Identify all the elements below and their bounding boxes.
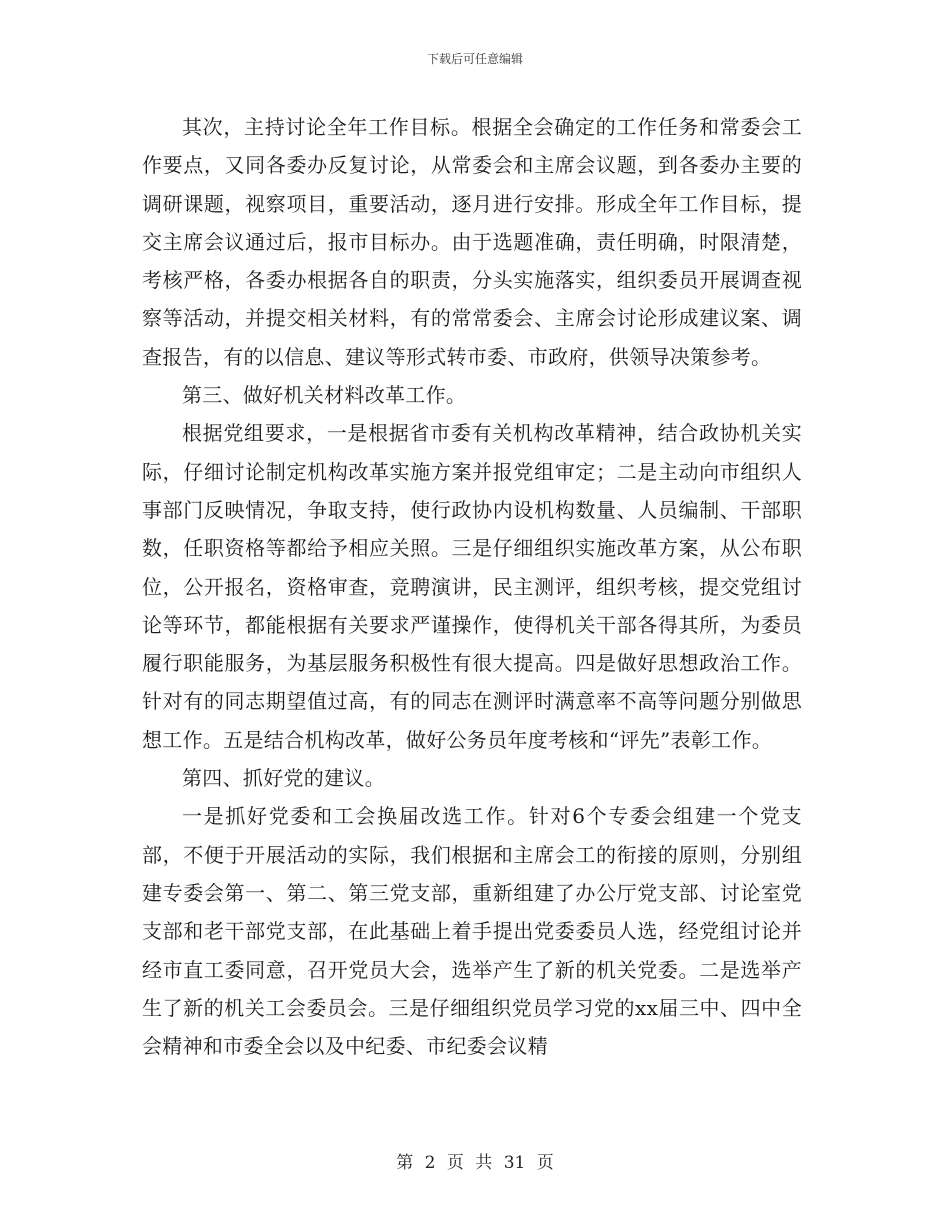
document-body [142, 108, 802, 1065]
page-header: 下载后可任意编辑 [426, 52, 523, 66]
paragraph-1: 其次，主持讨论全年工作目标。根据全会确定的工作任务和常委会工作要点，又同各委办反复讨论，从常委会和主席会议题，到各委办主要的调研课题，视察项目，重要活动，逐月进行安排。形成全年工作目标，提交主席会议通过后，报市目标办。由于选题准确，责任明确，时限清楚，考核严格，各委办根据各自的职责，分头实施落实，组织委员开展调查视察等活动，并提交相关材料，有的常常委会、主席会讨论形成建议案、调查报告，有的以信息、建议等形式转市委、市政府，供领导决策参考。 [142, 115, 802, 369]
section-heading-4: 第四、抓好党的建议。 [182, 766, 385, 791]
section-heading-3: 第三、做好机关材料改革工作。 [182, 383, 467, 408]
paragraph-2: 根据党组要求，一是根据省市委有关机构改革精神，结合政协机关实际，仔细讨论制定机构改革实施方案并报党组审定；二是主动向市组织人事部门反映情况，争取支持，使行政协内设机构数量、人员编制、干部职数，任职资格等都给予相应关照。三是仔细组织实施改革方案，从公布职位，公开报名，资格审查，竞聘演讲，民主测评，组织考核，提交党组讨论等环节，都能根据有关要求严谨操作，使得机关干部各得其所，为委员履行职能服务，为基层服务积极性有很大提高。四是做好思想政治工作。针对有的同志期望值过高，有的同志在测评时满意率不高等问题分别做思想工作。五是结合机构改革，做好公务员年度考核和“评先”表彰工作。 [142, 421, 802, 752]
page-number-footer: 第 2 页 共 31 页 [396, 1153, 554, 1173]
paragraph-3: 一是抓好党委和工会换届改选工作。针对6个专委会组建一个党支部，不便于开展活动的实际，我们根据和主席会工的衔接的原则，分别组建专委会第一、第二、第三党支部，重新组建了办公厅党支部、讨论室党支部和老干部党支部，在此基础上着手提出党委委员人选，经党组讨论并经市直工委同意，召开党员大会，选举产生了新的机关党委。二是选举产生了新的机关工会委员会。三是仔细组织党员学习党的xx届三中、四中全会精神和市委全会以及中纪委、市纪委会议精 [142, 804, 802, 1059]
